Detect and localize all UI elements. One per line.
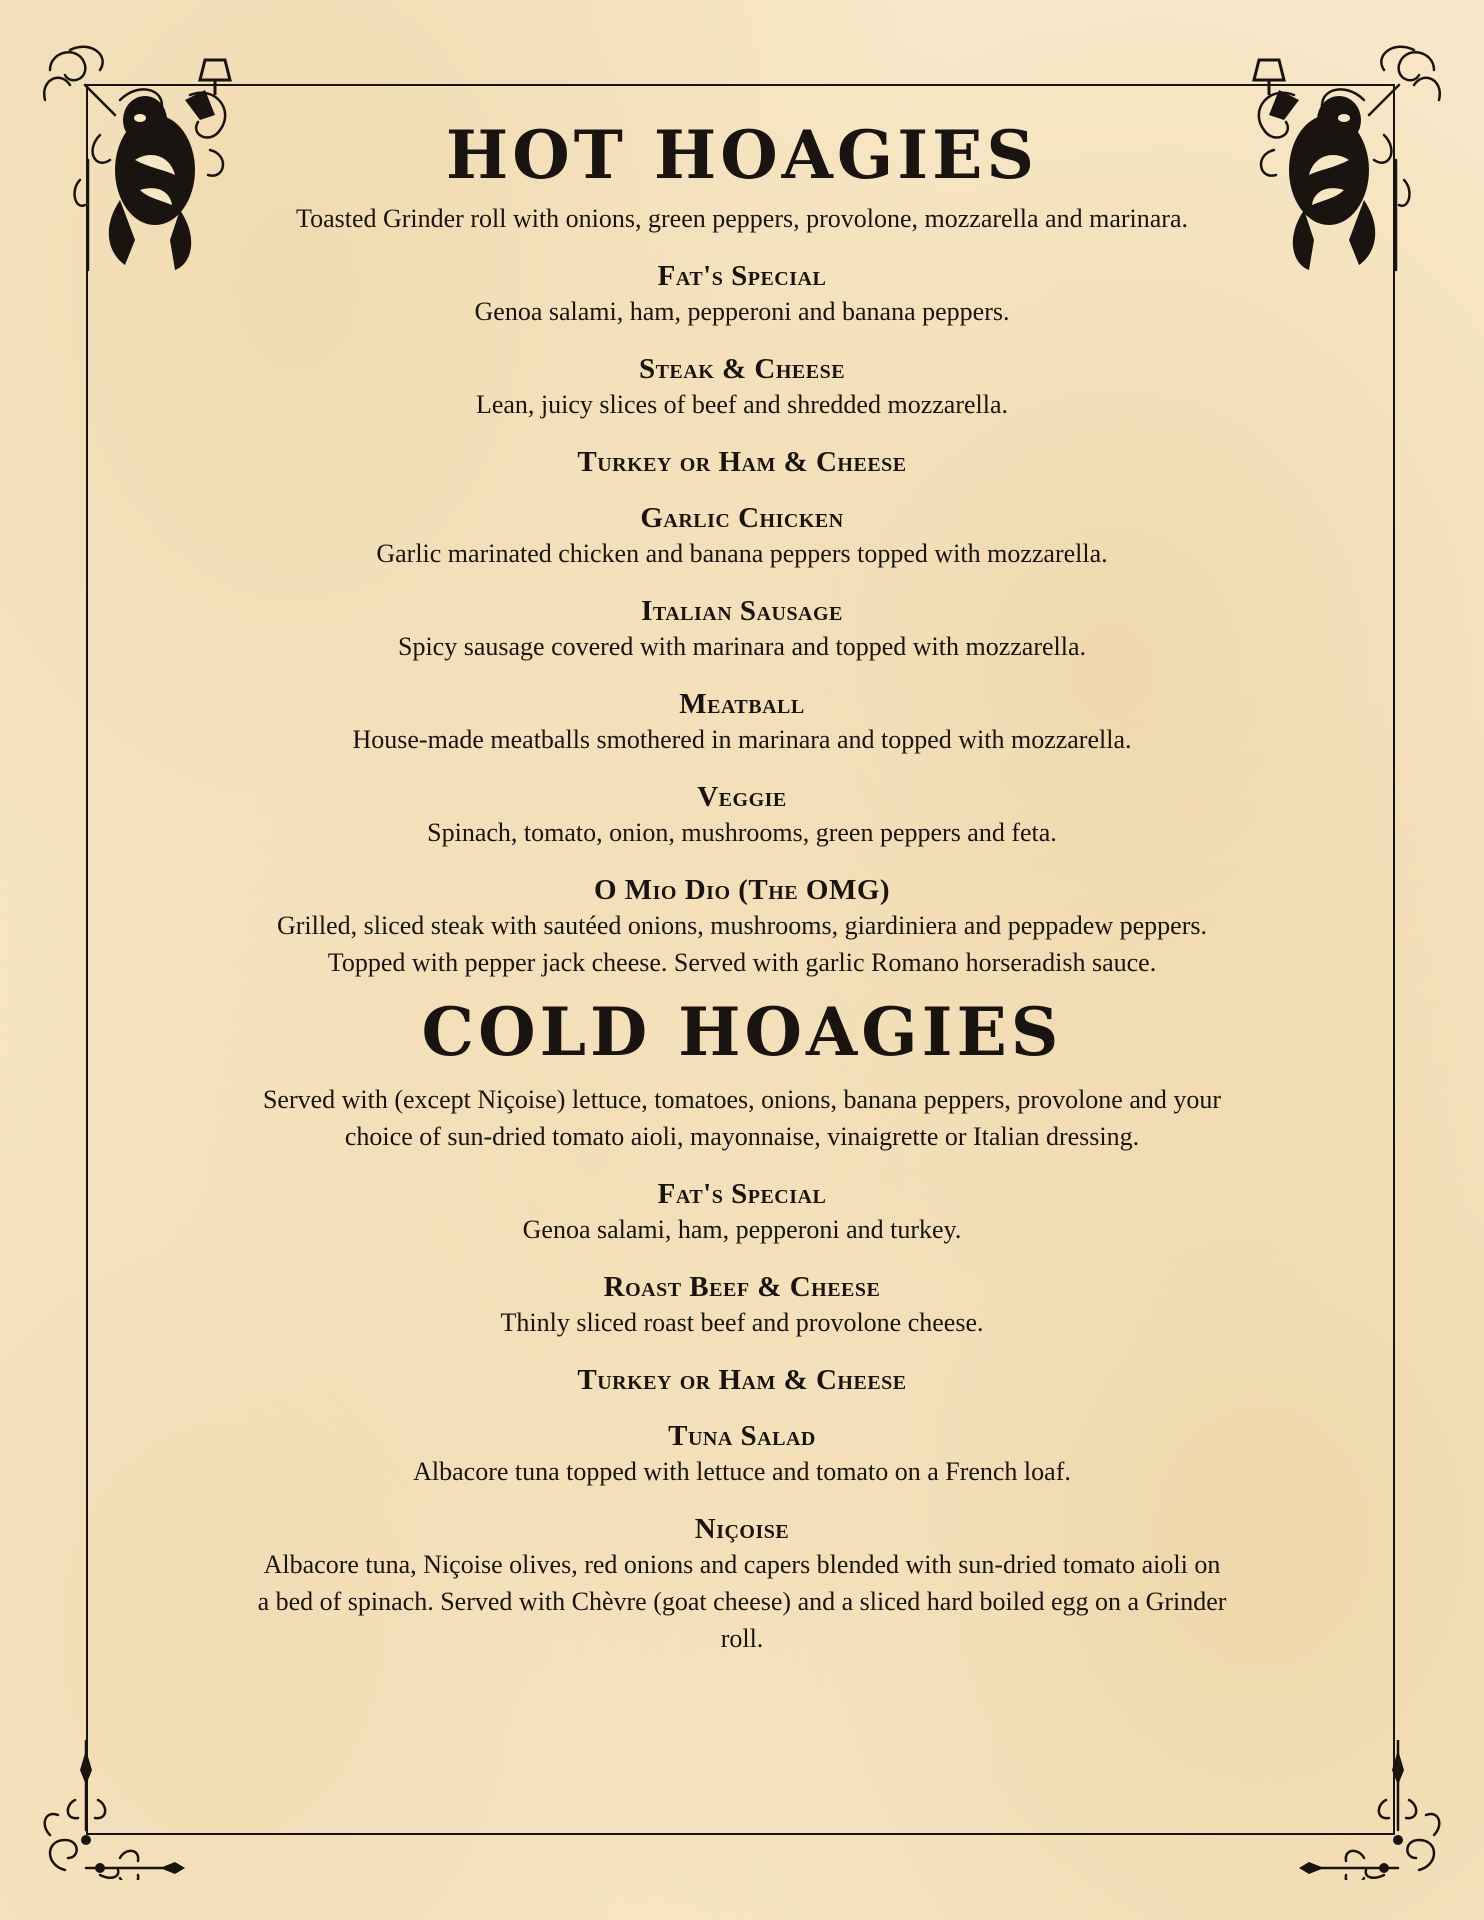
menu-item-name: Roast Beef & Cheese xyxy=(603,1271,881,1303)
menu-item-name: Meatball xyxy=(679,688,805,720)
menu-item-description: a bed of spinach. Served with Chèvre (goat cheese) and a sliced hard boiled egg on a Grinder xyxy=(257,1587,1227,1616)
menu-item-name: Fat's Special xyxy=(657,1178,827,1210)
menu-item-name: Veggie xyxy=(697,781,787,813)
menu-item-name: Fat's Special xyxy=(657,260,827,292)
menu-item xyxy=(180,1419,1304,1490)
menu-item-name: O Mio Dio (The OMG) xyxy=(593,874,891,906)
menu-content xyxy=(180,108,1304,1657)
menu-item-name: Niçoise xyxy=(694,1513,790,1545)
menu-item-description: roll. xyxy=(720,1624,764,1653)
menu-item-description: Thinly sliced roast beef and provolone cheese. xyxy=(500,1308,984,1337)
menu-item-name: Turkey or Ham & Cheese xyxy=(577,446,907,478)
menu-item-description: Garlic marinated chicken and banana peppers topped with mozzarella. xyxy=(376,539,1108,568)
menu-item-description: House-made meatballs smothered in marinara and topped with mozzarella. xyxy=(352,725,1132,754)
menu-item xyxy=(180,1177,1304,1248)
menu-item-name: Garlic Chicken xyxy=(640,502,844,534)
cold-hoagies-intro-line: Served with (except Niçoise) lettuce, tomatoes, onions, banana peppers, provolone and your xyxy=(262,1085,1222,1114)
menu-item-description: Genoa salami, ham, pepperoni and turkey. xyxy=(522,1215,962,1244)
menu-item xyxy=(180,1363,1304,1397)
menu-item xyxy=(180,1270,1304,1341)
menu-item xyxy=(180,1512,1304,1657)
menu-item-description: Albacore tuna, Niçoise olives, red onions and capers blended with sun-dried tomato aioli on xyxy=(263,1550,1221,1579)
menu-item-description: Genoa salami, ham, pepperoni and banana peppers. xyxy=(474,297,1010,326)
cold-hoagies-intro-line: choice of sun-dried tomato aioli, mayonnaise, vinaigrette or Italian dressing. xyxy=(344,1122,1140,1151)
menu-item xyxy=(180,594,1304,665)
hot-hoagies-title: HOT HOAGIES xyxy=(445,116,1039,194)
menu-item xyxy=(180,873,1304,981)
ornate-corner-bottom-right-icon xyxy=(1294,1740,1444,1880)
menu-item-description: Grilled, sliced steak with sautéed onions, mushrooms, giardiniera and peppadew peppers. xyxy=(277,911,1207,940)
hot-hoagies-intro: Toasted Grinder roll with onions, green peppers, provolone, mozzarella and marinara. xyxy=(296,204,1188,233)
menu-item xyxy=(180,687,1304,758)
menu-item-description: Lean, juicy slices of beef and shredded mozzarella. xyxy=(475,390,1009,419)
menu-item-description: Spinach, tomato, onion, mushrooms, green peppers and feta. xyxy=(427,818,1057,847)
menu-item-description: Albacore tuna topped with lettuce and tomato on a French loaf. xyxy=(413,1457,1071,1486)
menu-item xyxy=(180,501,1304,572)
menu-item-description: Spicy sausage covered with marinara and topped with mozzarella. xyxy=(397,632,1087,661)
menu-item-name: Italian Sausage xyxy=(641,595,843,627)
menu-item xyxy=(180,445,1304,479)
cold-hoagies-intro xyxy=(180,1081,1304,1155)
menu-item xyxy=(180,259,1304,330)
menu-item xyxy=(180,780,1304,851)
ornate-corner-bottom-left-icon xyxy=(40,1740,190,1880)
cold-hoagies-title: COLD HOAGIES xyxy=(421,993,1063,1071)
menu-item-description: Topped with pepper jack cheese. Served with garlic Romano horseradish sauce. xyxy=(327,948,1157,977)
menu-item-name: Steak & Cheese xyxy=(638,353,846,385)
menu-item-name: Tuna Salad xyxy=(668,1420,816,1452)
menu-item xyxy=(180,352,1304,423)
menu-item-name: Turkey or Ham & Cheese xyxy=(577,1364,907,1396)
